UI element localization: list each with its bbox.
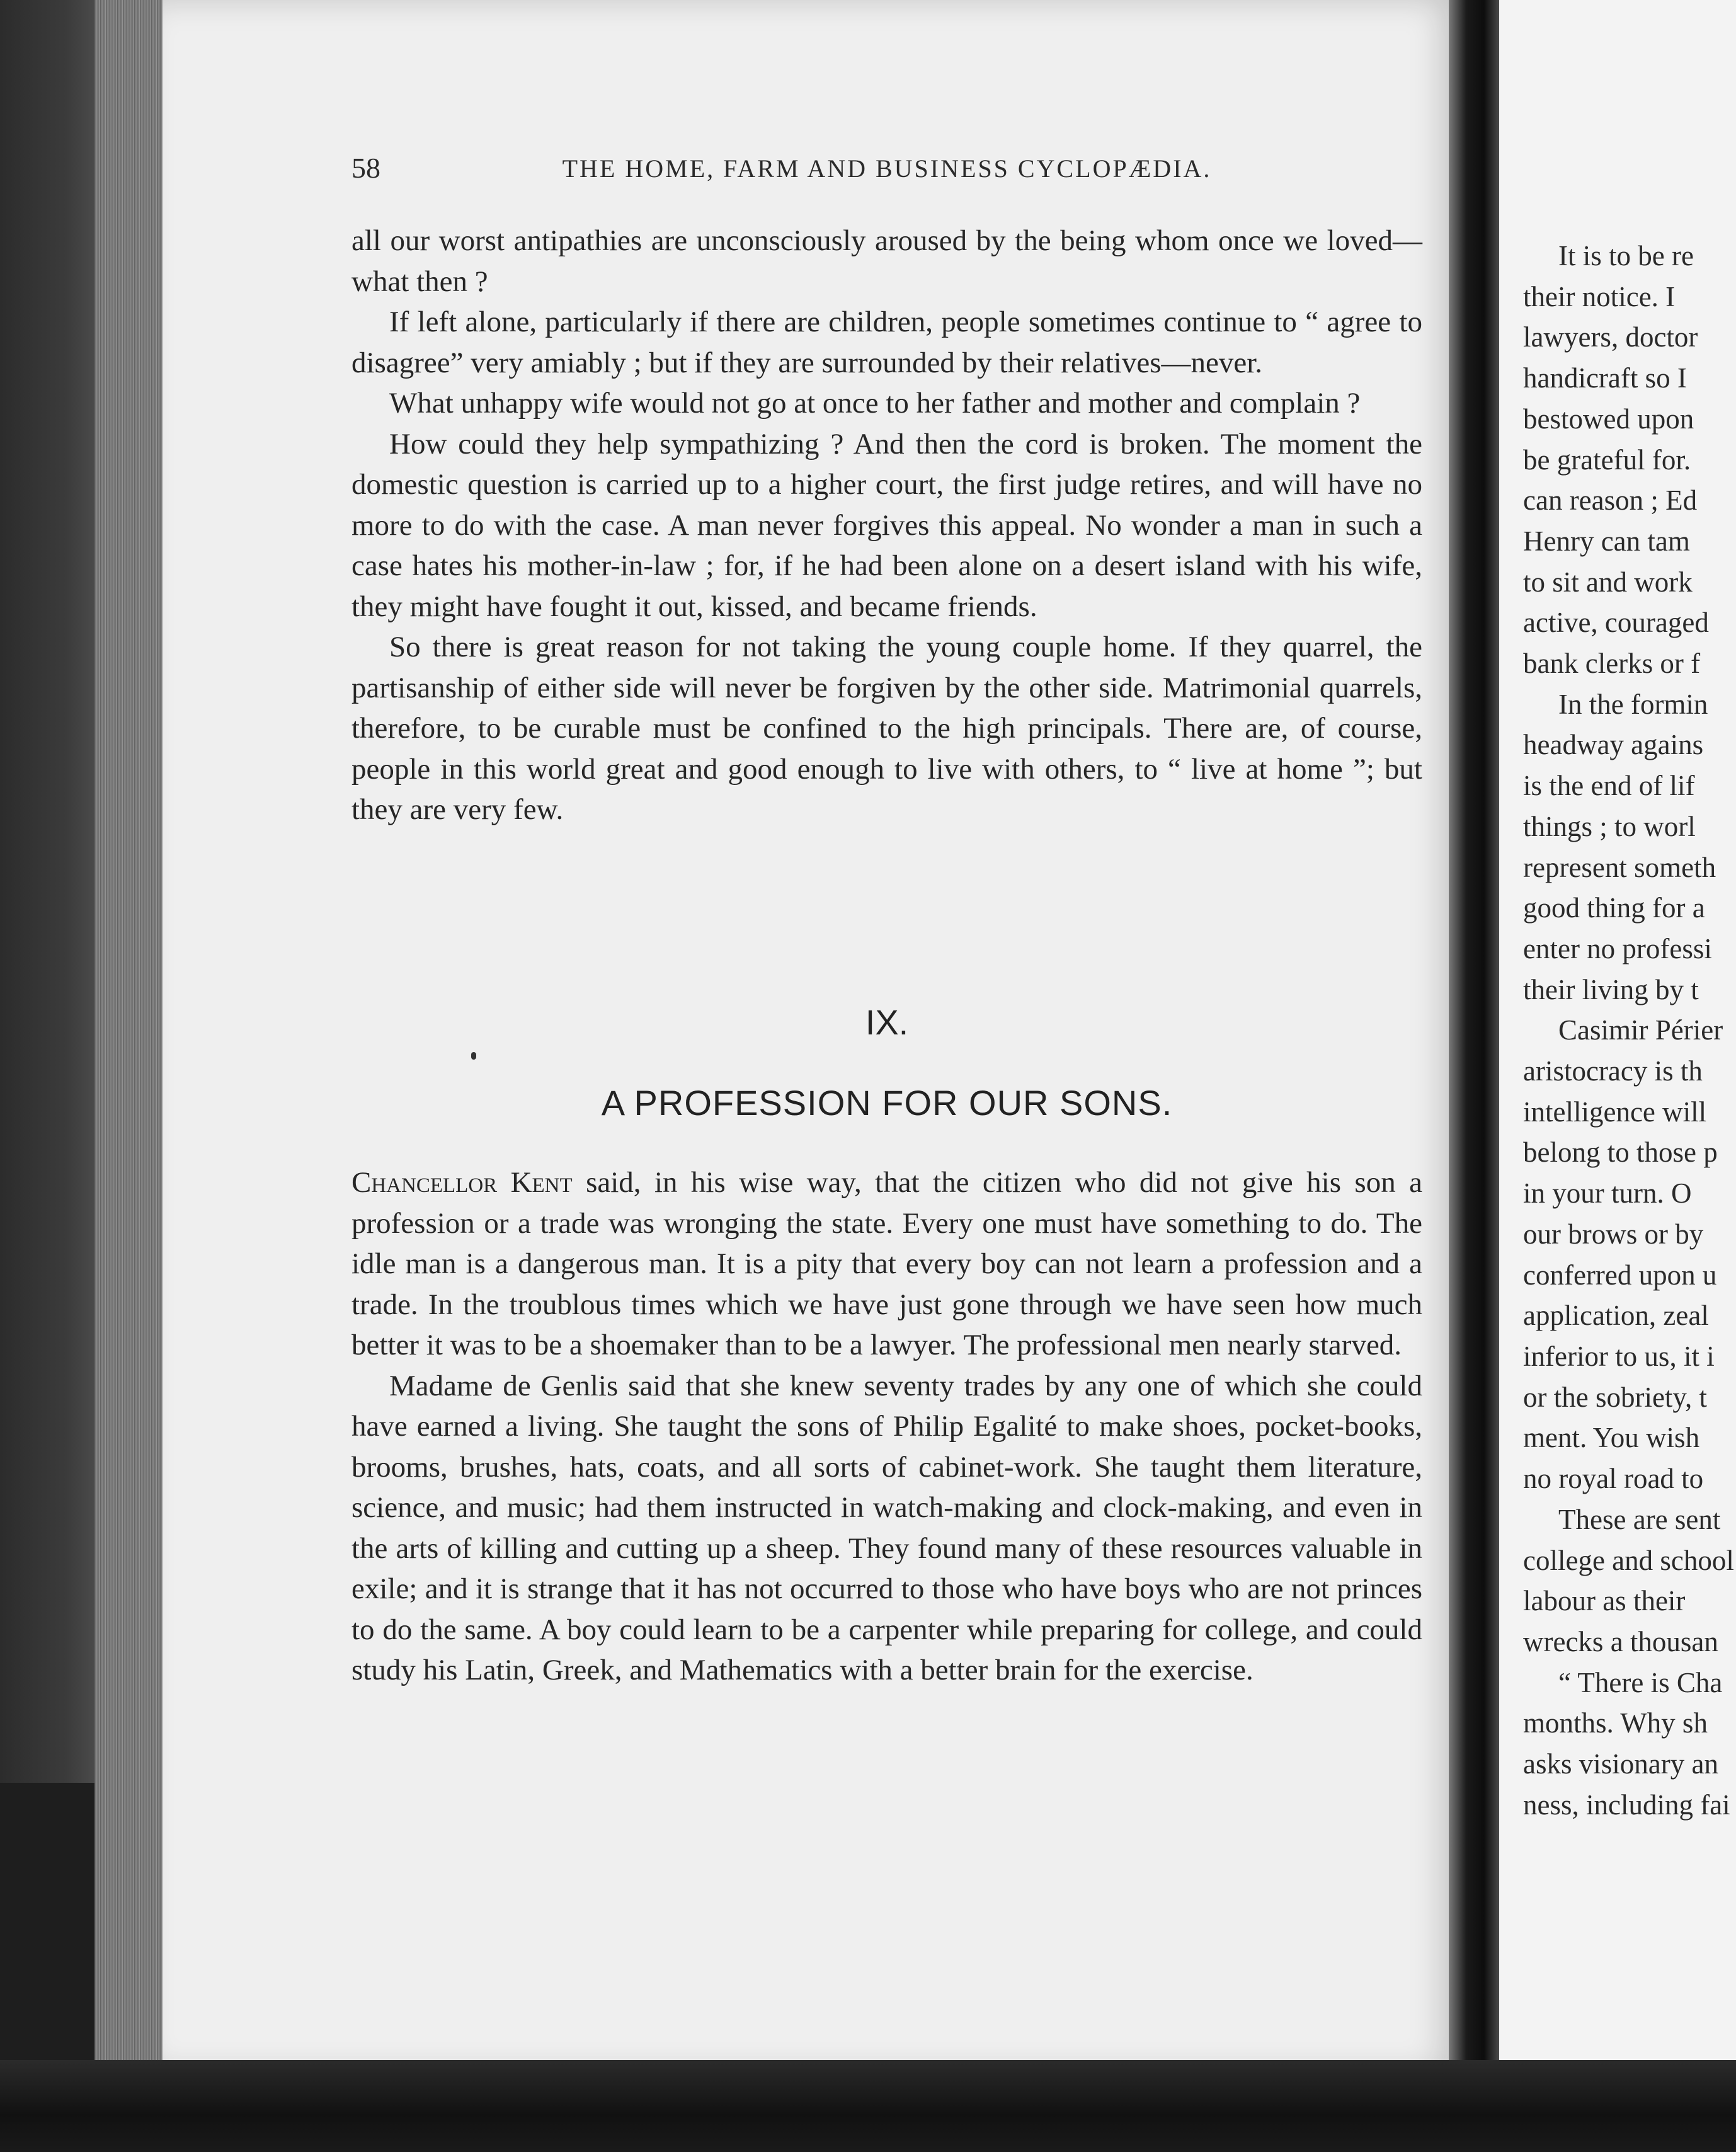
paragraph: So there is great reason for not taking the young couple home. If they quarrel, the partisanship of either side will never be forgiven by the other side. Matrimonial quarrels, therefore, to be curable must be confined to the high principals. There are, of course, people in this world great and good enough to live with others, to “ live at home ”; but they are very few.	[351, 631, 1422, 826]
scan-bottom-background	[0, 2060, 1736, 2152]
section-paragraph-1	[351, 1162, 1422, 1366]
right-page-line: things ; to worl	[1523, 810, 1696, 842]
right-page-line: It is to be re	[1558, 240, 1694, 272]
right-page-line: labour as their	[1523, 1585, 1686, 1617]
print-speck	[471, 1052, 476, 1060]
right-page-line: bestowed upon	[1523, 403, 1694, 435]
running-title: THE HOME, FARM AND BUSINESS CYCLOPÆDIA.	[562, 154, 1212, 183]
right-page-line: represent someth	[1523, 851, 1716, 883]
paragraph-continued: all our worst antipathies are unconsciously aroused by the being whom once we loved—what then ?	[351, 224, 1422, 298]
text-column-upper	[351, 220, 1422, 830]
paragraph: If left alone, particularly if there are children, people sometimes continue to “ agree to disagree” very amiably ; but if they are surrounded by their relatives—never.	[351, 306, 1422, 379]
right-page-line: asks visionary an	[1523, 1748, 1718, 1780]
right-page-line: their notice. I	[1523, 280, 1676, 312]
right-page-line: conferred upon u	[1523, 1259, 1717, 1291]
section-title: A PROFESSION FOR OUR SONS.	[601, 1083, 1173, 1123]
right-page-line: to sit and work	[1523, 566, 1693, 598]
right-page-line: “ There is Cha	[1558, 1666, 1723, 1698]
right-page-line: wrecks a thousan	[1523, 1625, 1718, 1657]
text-column-lower	[351, 1162, 1422, 1691]
right-page-line: inferior to us, it i	[1523, 1340, 1715, 1372]
right-page-line: belong to those p	[1523, 1136, 1718, 1169]
right-page-line: ness, including fai	[1523, 1789, 1730, 1821]
right-page-line: ment. You wish	[1523, 1422, 1700, 1454]
right-page-line: enter no professi	[1523, 932, 1712, 964]
paragraph: What unhappy wife would not go at once to her father and mother and complain ?	[389, 387, 1361, 420]
right-page-line: In the formin	[1558, 688, 1708, 720]
right-page-text-fragments	[1523, 236, 1736, 1825]
right-page-line: in your turn. O	[1523, 1177, 1692, 1210]
book-gutter	[1449, 0, 1499, 2152]
paragraph: How could they help sympathizing ? And then the cord is broken. The moment the domestic question is carried up to a higher court, the first judge retires, and will have no more to do with the case. A man never forgives this appeal. No wonder a man in such a case hates his mother-in-law ; for, if he had been alone on a desert island with his wife, they might have fought it out, kissed, and became friends.	[351, 427, 1422, 623]
section-paragraph-2: Madame de Genlis said that she knew seventy trades by any one of which she could have earned a living. She taught the sons of Philip Egalité to make shoes, pocket-books, brooms, brushes, hats, coats, and all sorts of cabinet-work. She taught them literature, science, and music; had them instructed in watch-making and clock-making, and even in the arts of killing and cutting up a sheep. They found many of these resources valuable in exile; and it is strange that it has not occurred to those who have boys who are not princes to do the same. A boy could learn to be a carpenter while preparing for college, and could study his Latin, Greek, and Mathematics with a better brain for the exercise.	[351, 1369, 1422, 1686]
right-page-line: These are sent	[1558, 1503, 1721, 1535]
right-page-line: Casimir Périer	[1558, 1014, 1723, 1046]
right-page-line: headway agains	[1523, 729, 1704, 761]
lead-small-caps: Chancellor Kent	[351, 1166, 573, 1199]
right-page-line: aristocracy is th	[1523, 1055, 1703, 1087]
right-page-line: bank clerks or f	[1523, 648, 1701, 680]
right-page-line: is the end of lif	[1523, 770, 1695, 802]
right-page-line: application, zeal	[1523, 1300, 1709, 1332]
right-page-line: intelligence will	[1523, 1096, 1707, 1128]
right-page-line: their living by t	[1523, 973, 1699, 1005]
running-header	[351, 151, 1422, 195]
right-page-line: lawyers, doctor	[1523, 321, 1698, 353]
right-page-line: good thing for a	[1523, 892, 1705, 924]
book-page-edges	[94, 0, 164, 2079]
right-page-line: college and school	[1523, 1544, 1734, 1576]
right-page-line: our brows or by	[1523, 1218, 1704, 1250]
right-page-line: or the sobriety, t	[1523, 1381, 1708, 1413]
right-page-line: can reason ; Ed	[1523, 484, 1698, 517]
section-number: IX.	[865, 1002, 909, 1042]
right-page-line: be grateful for.	[1523, 444, 1691, 476]
right-page-line: active, couraged	[1523, 607, 1709, 639]
right-page-line: handicraft so I	[1523, 362, 1687, 394]
paragraph-text: said, in his wise way, that the citizen who did not give his son a profession or a trade was wronging the state. Every one must have something to do. The idle man is a dangerous man. It is a pity that every boy can not learn a profession and a trade. In the troublous times which we have just gone through we have seen how much better it was to be a shoemaker than to be a lawyer. The professional men nearly starved.	[351, 1166, 1422, 1361]
right-page-line: Henry can tam	[1523, 525, 1690, 557]
right-page-line: no royal road to	[1523, 1463, 1704, 1495]
right-page-line: months. Why sh	[1523, 1707, 1708, 1739]
page-number: 58	[351, 152, 380, 184]
